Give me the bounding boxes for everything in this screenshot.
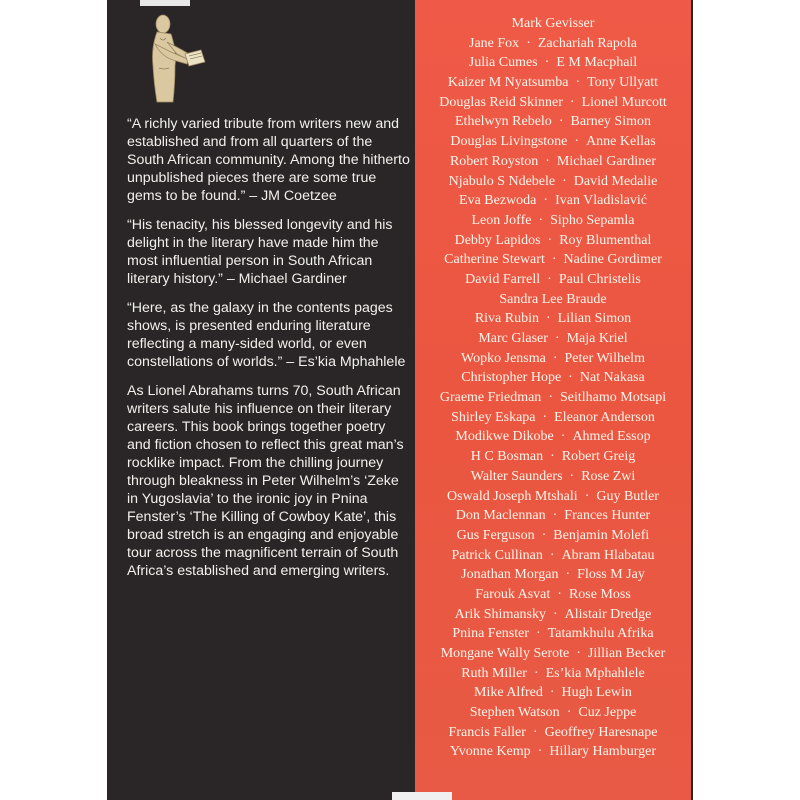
name-separator: · bbox=[544, 55, 550, 71]
contributor-row bbox=[415, 506, 691, 526]
name-separator: · bbox=[554, 331, 560, 346]
contributor-name: Stephen Watson bbox=[469, 705, 560, 721]
contributor-row bbox=[415, 605, 691, 625]
name-separator: · bbox=[541, 527, 547, 543]
book-back-cover bbox=[107, 0, 693, 800]
contributor-row bbox=[415, 427, 691, 447]
bottom-tab-mark bbox=[392, 792, 452, 800]
contributor-row bbox=[415, 231, 691, 251]
name-separator: · bbox=[547, 232, 553, 248]
contributor-name: Rose Moss bbox=[568, 586, 631, 602]
contributor-name: Nat Nakasa bbox=[579, 370, 645, 386]
name-separator: · bbox=[562, 173, 567, 189]
contributor-name: Gus Ferguson bbox=[456, 527, 535, 543]
top-tab-mark bbox=[140, 0, 190, 6]
contributor-name: Lilian Simon bbox=[557, 311, 632, 327]
contributor-name: Jonathan Morgan bbox=[461, 567, 559, 583]
name-separator: · bbox=[575, 75, 581, 91]
contributor-name: Modikwe Dikobe bbox=[455, 429, 554, 445]
contributor-name: Alistair Dredge bbox=[564, 606, 652, 622]
contributor-name: Eleanor Anderson bbox=[554, 409, 655, 425]
name-separator: · bbox=[569, 94, 575, 110]
contributor-name: Peter Wilhelm bbox=[564, 350, 645, 366]
contributor-row bbox=[415, 152, 691, 172]
contributor-name: Michael Gardiner bbox=[556, 153, 657, 169]
name-separator: · bbox=[547, 271, 552, 287]
contributor-name: Zachariah Rapola bbox=[537, 35, 637, 51]
name-separator: · bbox=[542, 409, 548, 425]
contributor-row bbox=[415, 388, 691, 408]
contributor-name: Wopko Jensma bbox=[461, 350, 546, 366]
name-separator: · bbox=[576, 646, 581, 661]
contributor-row bbox=[415, 526, 691, 546]
contributor-name: Douglas Livingstone bbox=[450, 134, 568, 150]
contributor-row bbox=[415, 53, 691, 73]
contributor-name: Catherine Stewart bbox=[444, 252, 545, 268]
contributor-name: H C Bosman bbox=[470, 449, 544, 465]
contributor-row bbox=[415, 467, 691, 487]
contributor-name: Njabulo S Ndebele bbox=[448, 173, 556, 189]
contributor-row bbox=[415, 683, 691, 703]
contributor-name: Floss M Jay bbox=[577, 567, 645, 583]
contributor-name: Debby Lapidos bbox=[454, 232, 541, 248]
contributor-name: Eva Bezwoda bbox=[459, 193, 537, 209]
contributor-name: Nadine Gordimer bbox=[563, 252, 662, 268]
name-separator: · bbox=[546, 311, 551, 327]
contributor-row bbox=[415, 270, 691, 290]
name-separator: · bbox=[533, 665, 539, 681]
contributor-name: Hugh Lewin bbox=[561, 685, 632, 701]
contributor-name: Christopher Hope bbox=[461, 370, 562, 386]
name-separator: · bbox=[584, 488, 590, 504]
contributor-name: Guy Butler bbox=[596, 488, 659, 504]
contributor-name: Abram Hlabatau bbox=[561, 547, 655, 563]
contributor-row bbox=[415, 723, 691, 743]
contributor-name: Oswald Joseph Mtshali bbox=[447, 488, 578, 504]
contributor-name: Barney Simon bbox=[570, 114, 651, 130]
contributor-name: Sandra Lee Braude bbox=[499, 291, 607, 307]
name-separator: · bbox=[553, 606, 558, 622]
contributor-name: Geoffrey Haresnape bbox=[544, 724, 658, 740]
contributor-name: Patrick Cullinan bbox=[451, 547, 543, 563]
contributor-row bbox=[415, 250, 691, 270]
contributor-row bbox=[415, 565, 691, 585]
name-separator: · bbox=[560, 429, 566, 445]
contributor-name: Pnina Fenster bbox=[452, 626, 529, 642]
name-separator: · bbox=[568, 370, 573, 386]
contributor-name: Graeme Friedman bbox=[439, 390, 542, 406]
name-separator: · bbox=[574, 134, 580, 150]
name-separator: · bbox=[550, 449, 555, 465]
contributors-panel bbox=[413, 0, 691, 800]
contributor-name: Lionel Murcott bbox=[581, 94, 667, 110]
name-separator: · bbox=[569, 468, 575, 484]
contributor-name: Julia Cumes bbox=[468, 55, 538, 71]
contributor-name: Mike Alfred bbox=[474, 685, 543, 701]
name-separator: · bbox=[532, 724, 538, 740]
contributor-row bbox=[415, 112, 691, 132]
contributor-name: Farouk Asvat bbox=[475, 586, 551, 602]
contributor-name: Benjamin Molefi bbox=[553, 527, 650, 543]
contributor-name: Sipho Sepamla bbox=[550, 212, 635, 228]
contributor-row bbox=[415, 329, 691, 349]
contributor-name: Mark Gevisser bbox=[511, 16, 595, 31]
name-separator: · bbox=[548, 390, 553, 406]
contributor-name: Marc Glaser bbox=[478, 331, 548, 346]
contributor-name: Don Maclennan bbox=[455, 508, 546, 524]
contributor-name: Ruth Miller bbox=[461, 665, 527, 681]
contributor-row bbox=[415, 487, 691, 507]
contributor-row bbox=[415, 93, 691, 113]
contributor-row bbox=[415, 309, 691, 329]
contributor-name: David Medalie bbox=[573, 173, 658, 189]
quote-coetzee: “A richly varied tribute from writers new and established and from all quarters of the South African community. Among the hitherto unpublished pieces there are some true gems to be found.” – JM Coetzee bbox=[127, 116, 410, 204]
contributor-row bbox=[415, 211, 691, 231]
quote-mphahlele: “Here, as the galaxy in the contents pages shows, is presented enduring literature reflecting a many-sided world, or even constellations of worlds.” – Es’kia Mphahlele bbox=[127, 300, 406, 370]
contributor-name: Anne Kellas bbox=[586, 134, 656, 150]
quote-gardiner: “His tenacity, his blessed longevity and his delight in the literary have made him the most influential person in South African literary history.” – Michael Gardiner bbox=[127, 217, 393, 287]
name-separator: · bbox=[536, 626, 541, 642]
contributor-row bbox=[415, 408, 691, 428]
contributor-name: Mongane Wally Serote bbox=[440, 646, 570, 661]
contributor-row bbox=[415, 703, 691, 723]
contributor-name: Paul Christelis bbox=[558, 271, 641, 287]
contributor-name: Roy Blumenthal bbox=[559, 232, 652, 248]
name-separator: · bbox=[537, 744, 543, 760]
contributor-row bbox=[415, 14, 691, 34]
contributor-row bbox=[415, 34, 691, 54]
contributor-row bbox=[415, 290, 691, 310]
contributor-name: Robert Greig bbox=[561, 449, 636, 465]
name-separator: · bbox=[552, 508, 558, 524]
name-separator: · bbox=[549, 547, 555, 563]
contributor-name: Rose Zwi bbox=[581, 468, 636, 484]
contributor-row bbox=[415, 585, 691, 605]
name-separator: · bbox=[566, 705, 572, 721]
contributor-name: Kaizer M Nyatsumba bbox=[447, 75, 569, 91]
name-separator: · bbox=[545, 153, 550, 169]
contributor-name: Francis Faller bbox=[448, 724, 526, 740]
contributor-name: Walter Saunders bbox=[470, 468, 563, 484]
contributor-name: Tony Ullyatt bbox=[587, 75, 659, 91]
contributor-name: David Farrell bbox=[465, 271, 541, 287]
name-separator: · bbox=[526, 35, 531, 51]
contributor-row bbox=[415, 73, 691, 93]
contributor-name: E M Macphail bbox=[556, 55, 638, 71]
contributor-row bbox=[415, 664, 691, 684]
contributor-row bbox=[415, 191, 691, 211]
contributor-name: Frances Hunter bbox=[564, 508, 651, 524]
contributor-row bbox=[415, 172, 691, 192]
contributor-name: Maja Kriel bbox=[566, 331, 628, 346]
contributor-name: Douglas Reid Skinner bbox=[439, 94, 563, 110]
contributor-row bbox=[415, 349, 691, 369]
name-separator: · bbox=[565, 567, 571, 583]
name-separator: · bbox=[538, 212, 544, 228]
contributor-name: Arik Shimansky bbox=[454, 606, 546, 622]
contributor-name: Yvonne Kemp bbox=[450, 744, 531, 760]
contributor-row bbox=[415, 546, 691, 566]
name-separator: · bbox=[551, 252, 557, 268]
contributor-name: Hillary Hamburger bbox=[549, 744, 656, 760]
contributor-name: Es’kia Mphahlele bbox=[545, 665, 645, 681]
book-description: As Lionel Abrahams turns 70, South African writers salute his influence on their literary careers. This book brings together poetry and fiction chosen to reflect this great man’s rocklike impact. From the chilling journey through bleakness in Peter Wilhelm’s ‘Zeke in Yugoslavia’ to the ironic joy in Pnina Fenster’s ‘The Killing of Cowboy Kate’, this broad stretch is an engaging and enjoyable tour across the magnificent terrain of South Africa’s established and emerging writers. bbox=[127, 383, 404, 579]
contributor-name: Jillian Becker bbox=[587, 646, 666, 661]
contributor-name: Leon Joffe bbox=[471, 212, 532, 228]
contributor-row bbox=[415, 644, 691, 664]
name-separator: · bbox=[557, 586, 562, 602]
blurb-column bbox=[127, 115, 412, 591]
contributor-name: Riva Rubin bbox=[474, 311, 539, 327]
contributor-row bbox=[415, 624, 691, 644]
contributor-name: Ivan Vladislavić bbox=[555, 193, 647, 209]
contributor-name: Shirley Eskapa bbox=[451, 409, 536, 425]
name-separator: · bbox=[558, 114, 564, 130]
contributor-name: Seitlhamo Motsapi bbox=[559, 390, 667, 406]
reading-figure-illustration bbox=[127, 8, 217, 103]
contributor-name: Jane Fox bbox=[469, 35, 520, 51]
contributor-name: Ethelwyn Rebelo bbox=[455, 114, 552, 130]
contributor-name: Cuz Jeppe bbox=[578, 705, 637, 721]
name-separator: · bbox=[549, 685, 555, 701]
name-separator: · bbox=[543, 193, 549, 209]
contributor-row bbox=[415, 368, 691, 388]
contributor-name: Ahmed Essop bbox=[572, 429, 651, 445]
contributor-row bbox=[415, 132, 691, 152]
contributor-name: Tatamkhulu Afrika bbox=[547, 626, 654, 642]
contributor-row bbox=[415, 742, 691, 762]
contributor-row bbox=[415, 447, 691, 467]
contributors-list bbox=[415, 14, 691, 762]
name-separator: · bbox=[552, 350, 558, 366]
contributor-name: Robert Royston bbox=[449, 153, 539, 169]
